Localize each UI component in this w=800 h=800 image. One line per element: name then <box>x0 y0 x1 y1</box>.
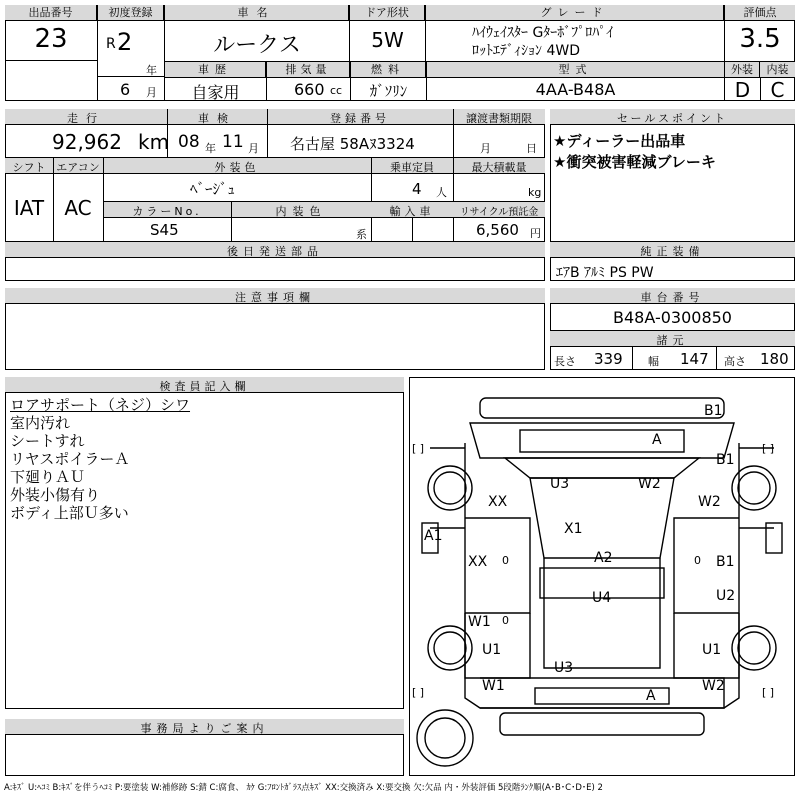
mark-a1-left-mirror: A1 <box>424 528 443 544</box>
mark-xx-left-rear-door: XX <box>468 554 488 570</box>
caution-label: 注意事項欄 <box>235 291 315 304</box>
inspector-line-2: 室内汚れ <box>10 414 71 432</box>
mark-w2-right-bumper: W2 <box>702 678 725 694</box>
car-diagram <box>409 377 795 776</box>
shift-label: シフト <box>12 161 46 174</box>
mark-zero-right: 0 <box>694 554 701 567</box>
capacity-label: 乗車定員 <box>390 161 434 174</box>
mark-zero-left-quarter: 0 <box>502 614 509 627</box>
name-label-cell: 車名 <box>165 5 349 21</box>
ac-value: AC <box>64 196 92 220</box>
door-type: 5W <box>371 28 404 52</box>
lot-label-cell: 出品番号 <box>5 5 97 21</box>
ext-label-cell: 外装 <box>725 62 760 78</box>
mark-w1-left-bumper: W1 <box>482 678 505 694</box>
load-unit: kg <box>528 186 542 199</box>
length-value: 339 <box>594 350 623 368</box>
mark-w1-left-quarter: W1 <box>468 614 491 630</box>
score-label-cell: 評価点 <box>725 5 795 21</box>
mark-a2-roof: A2 <box>594 550 613 566</box>
inspector-line-7: ボディ上部Ｕ多い <box>10 504 129 522</box>
inspect-year: 08 <box>178 132 200 152</box>
color-value: ﾍﾞｰｼﾞｭ <box>190 180 236 198</box>
damage-legend: A:ｷｽﾞ U:ﾍｺﾐ B:ｷｽﾞを伴うﾍｺﾐ P:要塗装 W:補修跡 S:錆 C:腐食、 ｶｹ G:ﾌﾛﾝﾄｶﾞﾗｽ点ｷｽﾞ XX:交換済み X:要交換 欠:欠品 内・外装評価 5段階ﾗﾝｸ順(A･B･C･D･E) 2 <box>4 783 603 793</box>
length-label: 長さ <box>554 355 576 368</box>
height-label: 高さ <box>724 355 746 368</box>
plate-number: 名古屋 58Aﾇ3324 <box>290 135 415 153</box>
mark-a-rear-bumper: A <box>646 688 656 704</box>
mark-u1-left-rear: U1 <box>482 642 502 658</box>
car-history: 自家用 <box>191 83 240 102</box>
sales-label: セールスポイント <box>616 112 728 125</box>
transfer-label: 譲渡書類期限 <box>466 112 532 125</box>
mark-a-hood: A <box>652 432 662 448</box>
model-label-cell: 型式 <box>427 62 724 78</box>
import-label: 輸入車 <box>389 205 435 218</box>
capacity-unit: 人 <box>436 186 447 199</box>
fuel-type: ｶﾞｿﾘﾝ <box>369 82 408 100</box>
equip-label: 純正装備 <box>640 245 705 258</box>
score-value: 3.5 <box>739 24 781 54</box>
displacement: 660 <box>294 80 325 99</box>
colorno-label: カラーNo. <box>132 205 202 218</box>
car-outline-svg <box>410 378 794 775</box>
fuel-label-cell: 燃料 <box>351 62 426 78</box>
mark-xx-left-door: XX <box>488 494 508 510</box>
inspector-line-6: 外装小傷有り <box>10 486 101 504</box>
inspector-label: 検査員記入欄 <box>159 380 250 393</box>
intcolor-unit: 系 <box>356 228 367 241</box>
capacity-value: 4 <box>412 180 422 198</box>
disp-label-cell: 排気量 <box>267 62 350 78</box>
door-label-cell: ドア形状 <box>350 5 425 21</box>
inspect-month-unit: 月 <box>248 142 259 155</box>
int-label-cell: 内装 <box>760 62 795 78</box>
mark-u4-roof-rear: U4 <box>592 590 612 606</box>
inspector-line-5: 下廻りＡＵ <box>10 468 86 486</box>
mileage-value: 92,962 <box>52 130 122 154</box>
inspect-month: 11 <box>222 132 244 152</box>
height-value: 180 <box>760 350 789 368</box>
grade-line-2: ﾛｯﾄｴﾃﾞｨｼｮﾝ 4WD <box>472 43 580 59</box>
recycle-unit: 円 <box>530 227 541 240</box>
reg-month: 6 <box>120 80 131 99</box>
transfer-month: 月 <box>480 142 491 155</box>
bracket-left-rear: [ ] <box>412 686 425 699</box>
mileage-unit: km <box>138 130 170 154</box>
mark-u1-right-rear: U1 <box>702 642 722 658</box>
recycle-value: 6,560 <box>476 221 519 239</box>
width-label: 幅 <box>648 355 659 368</box>
shift-value: IAT <box>13 196 45 220</box>
bracket-left-front: [ ] <box>412 442 425 455</box>
bracket-right-rear: [ ] <box>762 686 775 699</box>
mark-w2-right-door: W2 <box>698 494 721 510</box>
car-name: ルークス <box>213 33 301 58</box>
chassis-label: 車台番号 <box>640 291 705 304</box>
lot-number: 23 <box>34 24 68 54</box>
recycle-label: リサイクル預託金 <box>459 207 539 218</box>
reg-label-cell: 初度登録 <box>98 5 164 21</box>
year-unit: 年 <box>146 64 157 77</box>
mileage-label: 走行 <box>67 112 105 125</box>
month-unit: 月 <box>146 86 157 99</box>
equip-value: ｴｱB ｱﾙﾐ PS PW <box>556 265 654 281</box>
mark-zero-left: 0 <box>502 554 509 567</box>
inspector-line-3: シートすれ <box>10 432 85 450</box>
sales-point-2: ★衝突被害軽減ブレーキ <box>553 153 716 171</box>
chassis-number: B48A-0300850 <box>613 308 732 327</box>
width-value: 147 <box>680 350 709 368</box>
mark-w2-roof: W2 <box>638 476 661 492</box>
mark-b1-front: B1 <box>704 403 723 419</box>
spec-label: 諸元 <box>656 334 689 347</box>
color-label: 外装色 <box>214 161 260 174</box>
ac-label: エアコン <box>56 161 100 174</box>
plate-label: 登録番号 <box>330 112 390 125</box>
history-label-cell: 車歴 <box>165 62 266 78</box>
int-grade: C <box>770 78 785 102</box>
mark-u3-roof-front: U3 <box>550 476 570 492</box>
inspector-line-4: リヤスポイラーＡ <box>10 450 130 468</box>
inspect-label: 車検 <box>198 112 236 125</box>
load-label: 最大積載量 <box>471 161 527 174</box>
mark-b1-right-rear-door: B1 <box>716 554 735 570</box>
grade-line-1: ﾊｲｳｪｲｽﾀｰ Gﾀｰﾎﾞﾌﾟﾛﾊﾟｲ <box>472 25 614 41</box>
inspect-year-unit: 年 <box>205 142 216 155</box>
ext-grade: D <box>734 78 751 102</box>
reg-year: 2 <box>117 28 133 56</box>
intcolor-label: 内装色 <box>275 205 327 218</box>
bracket-right-front: [ ] <box>762 442 775 455</box>
grade-label-cell: グレード <box>426 5 724 21</box>
office-label: 事務局よりご案内 <box>140 722 269 735</box>
sales-point-1: ★ディーラー出品車 <box>553 132 686 150</box>
mark-u3-rear-gate: U3 <box>554 660 574 676</box>
inspector-line-1: ロアサポート（ネジ）シワ <box>10 396 191 414</box>
reg-era: R <box>106 36 116 52</box>
mark-u2-right-quarter: U2 <box>716 588 736 604</box>
mark-x1-roof: X1 <box>564 521 583 537</box>
model-code: 4AA-B48A <box>535 80 616 99</box>
parts-label: 後日発送部品 <box>227 245 323 258</box>
colorno-value: S45 <box>150 221 179 239</box>
mark-b1-right-fender: B1 <box>716 452 735 468</box>
transfer-day: 日 <box>526 142 537 155</box>
disp-unit: cc <box>330 84 343 97</box>
